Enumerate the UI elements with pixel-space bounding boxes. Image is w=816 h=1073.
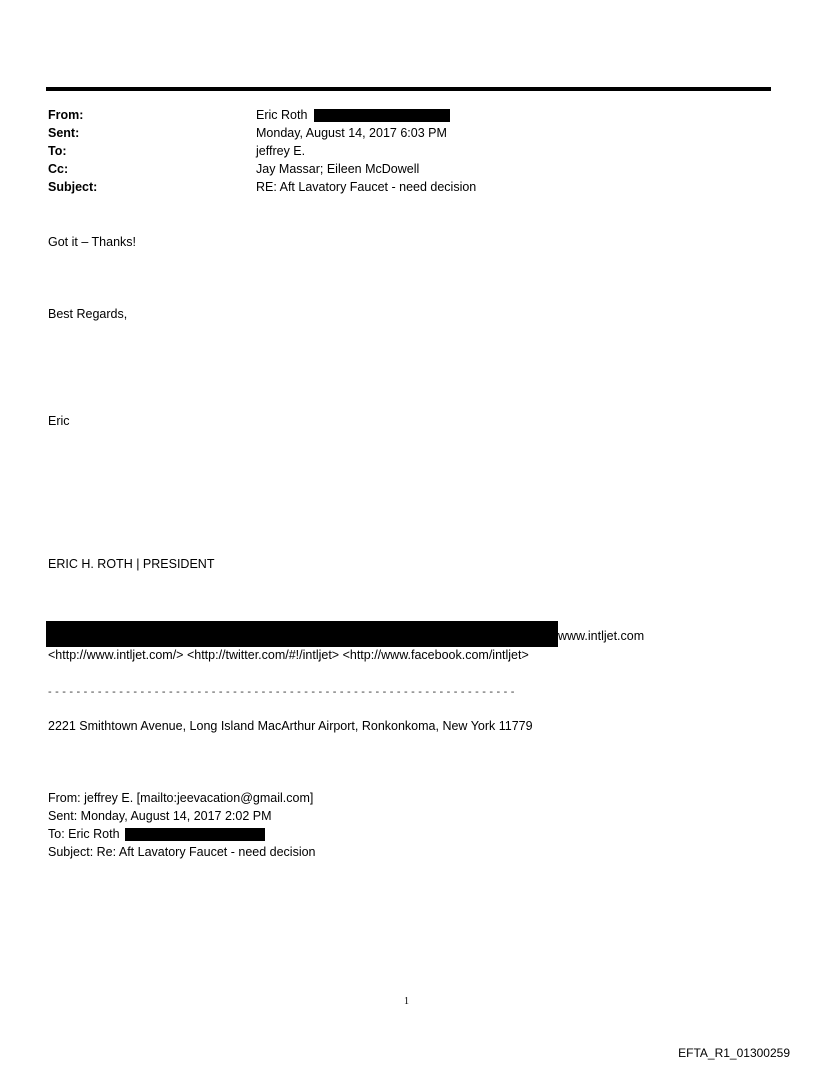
from-value — [256, 106, 450, 124]
redaction-block — [46, 621, 558, 647]
body-line: Got it – Thanks! — [48, 235, 137, 249]
cc-label: Cc: — [48, 162, 69, 176]
quoted-to-row — [48, 825, 265, 843]
to-label: To: — [48, 144, 67, 158]
document-id: EFTA_R1_01300259 — [678, 1046, 790, 1060]
social-links[interactable]: <http://www.intljet.com/> <http://twitter.com/#!/intljet> <http://www.facebook.com/intljet> — [48, 648, 529, 662]
redaction-block — [125, 828, 265, 841]
cc-value: Jay Massar; Eileen McDowell — [256, 162, 420, 176]
from-label: From: — [48, 108, 84, 122]
signature-divider: - - - - - - - - - - - - - - - - - - - - - - - - - - - - - - - - - - - - - - - - - - - - - - - - - - - - - - - - - - - - - - - - - - — [48, 686, 515, 698]
sent-value: Monday, August 14, 2017 6:03 PM — [256, 126, 447, 140]
quoted-sent: Sent: Monday, August 14, 2017 2:02 PM — [48, 809, 272, 823]
sender-name: Eric — [48, 414, 70, 428]
header-rule — [46, 87, 771, 91]
subject-value: RE: Aft Lavatory Faucet - need decision — [256, 180, 477, 194]
website-link[interactable]: www.intljet.com — [558, 629, 645, 643]
quoted-to: To: Eric Roth — [48, 827, 120, 841]
subject-label: Subject: — [48, 180, 98, 194]
closing-line: Best Regards, — [48, 307, 128, 321]
sent-label: Sent: — [48, 126, 80, 140]
redaction-block — [314, 109, 450, 122]
quoted-from: From: jeffrey E. [mailto:jeevacation@gmail.com] — [48, 791, 314, 805]
page-number: 1 — [404, 996, 409, 1007]
from-name: Eric Roth — [256, 108, 308, 122]
quoted-subject: Subject: Re: Aft Lavatory Faucet - need decision — [48, 845, 316, 859]
address-line: 2221 Smithtown Avenue, Long Island MacArthur Airport, Ronkonkoma, New York 11779 — [48, 719, 533, 733]
to-value: jeffrey E. — [256, 144, 306, 158]
signature-title: ERIC H. ROTH | PRESIDENT — [48, 557, 215, 571]
